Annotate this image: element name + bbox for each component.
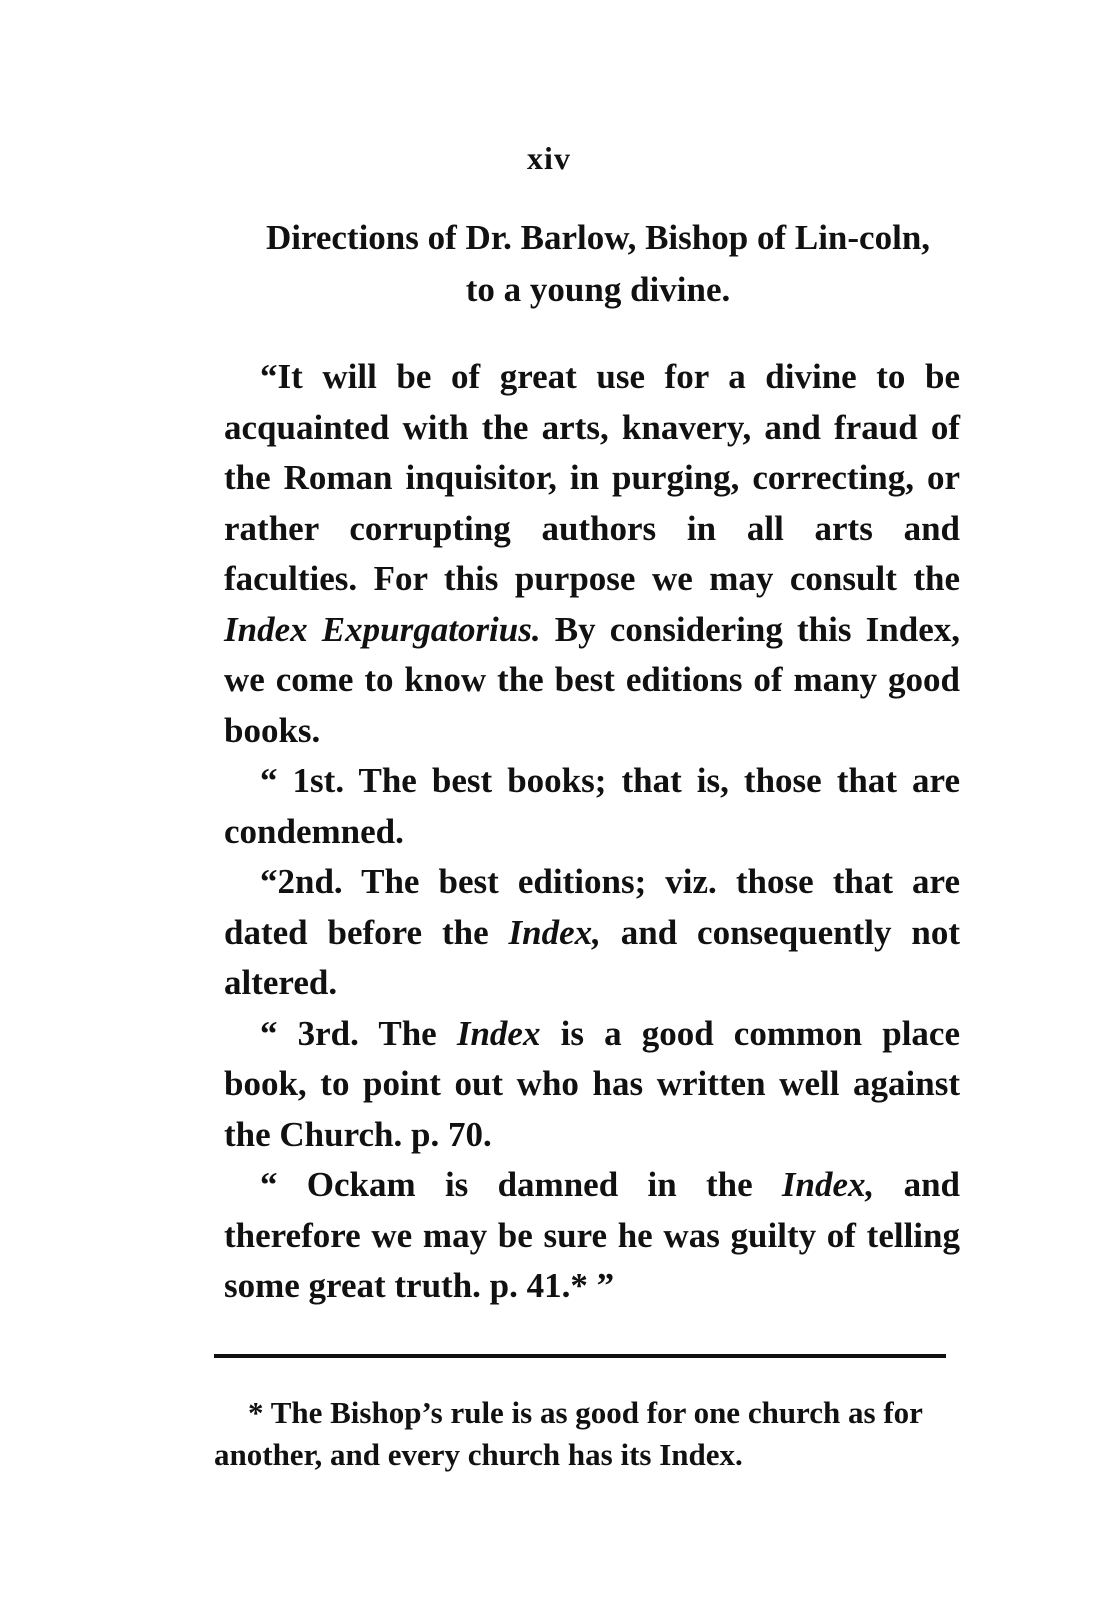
- italic-index: Index,: [781, 1165, 875, 1204]
- paragraph-intro: “It will be of great use for a divine to be acquainted with the arts, knavery, and fraud of the Roman inquisitor, in purging, correcting, or rather corrupting authors in all arts and faculties. For this purpose we may consult the Index Expurgatorius. By considering this Index, we come to know the best editions of many good books.: [224, 357, 960, 750]
- paragraph-first: “ 1st. The best books; that is, those that are condemned.: [224, 761, 960, 851]
- italic-index: Index,: [508, 912, 601, 952]
- footnote-text: * The Bishop’s rule is as good for one church as for another, and every church has its Index.: [214, 1395, 923, 1472]
- body-text: [224, 352, 960, 1312]
- paragraph-third: “ 3rd. The Index is a good common place book, to point out who has written well against the Church. p. 70.: [224, 1013, 960, 1154]
- page-number: xiv: [527, 140, 571, 176]
- footnote-rule: [214, 1354, 946, 1358]
- italic-title: Index Expurgatorius.: [224, 609, 541, 649]
- section-heading: Directions of Dr. Barlow, Bishop of Lin-coln, to a young divine.: [265, 218, 931, 309]
- paragraph-second: “2nd. The best editions; viz. those that are dated before the Index, and consequently not altered.: [224, 862, 960, 1002]
- footnote: [214, 1392, 950, 1476]
- italic-index: Index: [456, 1013, 541, 1053]
- paragraph-ockam: “ Ockam is damned in the Index, and therefore we may be sure he was guilty of telling some great truth. p. 41.* ”: [224, 1165, 961, 1305]
